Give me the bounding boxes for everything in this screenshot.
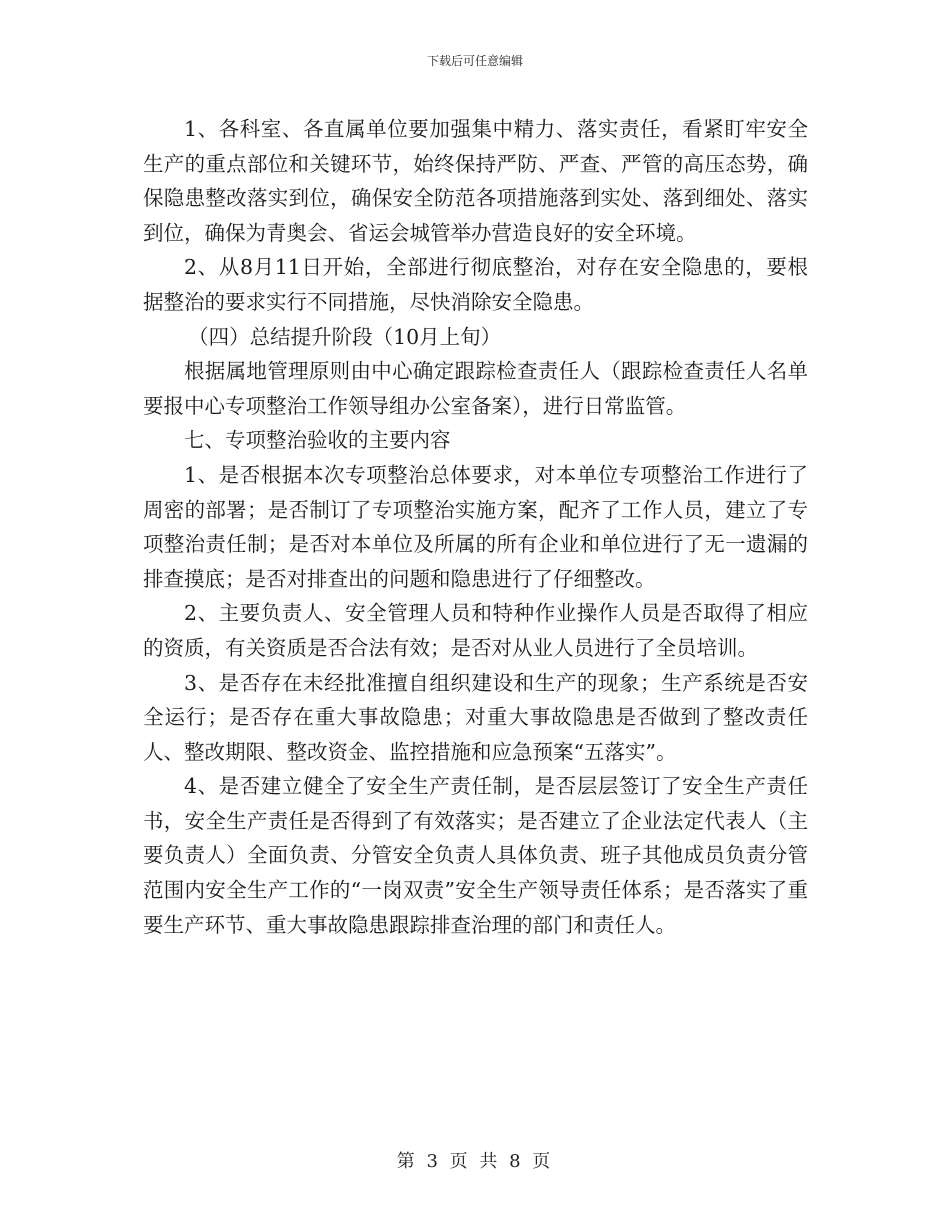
paragraph-6: 3、是否存在未经批准擅自组织建设和生产的现象；生产系统是否安全运行；是否存在重大事故隐患；对重大事故隐患是否做到了整改责任人、整改期限、整改资金、监控措施和应急预案“五落实”。 (143, 670, 808, 764)
paragraph-2: 2、从8月11日开始，全部进行彻底整治，对存在安全隐患的，要根据整治的要求实行不同措施，尽快消除安全隐患。 (143, 255, 808, 314)
page-number: 第 3 页 共 8 页 (396, 1151, 554, 1172)
section-heading-acceptance: 七、专项整治验收的主要内容 (184, 428, 451, 453)
paragraph-5: 2、主要负责人、安全管理人员和特种作业操作人员是否取得了相应的资质，有关资质是否合法有效；是否对从业人员进行了全员培训。 (143, 601, 808, 660)
paragraph-3: 根据属地管理原则由中心确定跟踪检查责任人（跟踪检查责任人名单要报中心专项整治工作领导组办公室备案），进行日常监管。 (143, 359, 808, 418)
header-note: 下载后可任意编辑 (426, 54, 523, 68)
paragraph-7: 4、是否建立健全了安全生产责任制，是否层层签订了安全生产责任书，安全生产责任是否得到了有效落实；是否建立了企业法定代表人（主要负责人）全面负责、分管安全负责人具体负责、班子其他成员负责分管范围内安全生产工作的“一岗双责”安全生产领导责任体系；是否落实了重要生产环节、重大事故隐患跟踪排查治理的部门和责任人。 (143, 774, 808, 937)
paragraph-1: 1、各科室、各直属单位要加强集中精力、落实责任，看紧盯牢安全生产的重点部位和关键环节，始终保持严防、严查、严管的高压态势，确保隐患整改落实到位，确保安全防范各项措施落到实处、落到细处、落实到位，确保为青奥会、省运会城管举办营造良好的安全环境。 (143, 117, 808, 245)
document-body (143, 112, 808, 942)
section-heading-summary-phase: （四）总结提升阶段（10月上旬） (188, 324, 502, 349)
paragraph-4: 1、是否根据本次专项整治总体要求，对本单位专项整治工作进行了周密的部署；是否制订了专项整治实施方案，配齐了工作人员，建立了专项整治责任制；是否对本单位及所属的所有企业和单位进行了无一遗漏的排查摸底；是否对排查出的问题和隐患进行了仔细整改。 (143, 462, 808, 591)
